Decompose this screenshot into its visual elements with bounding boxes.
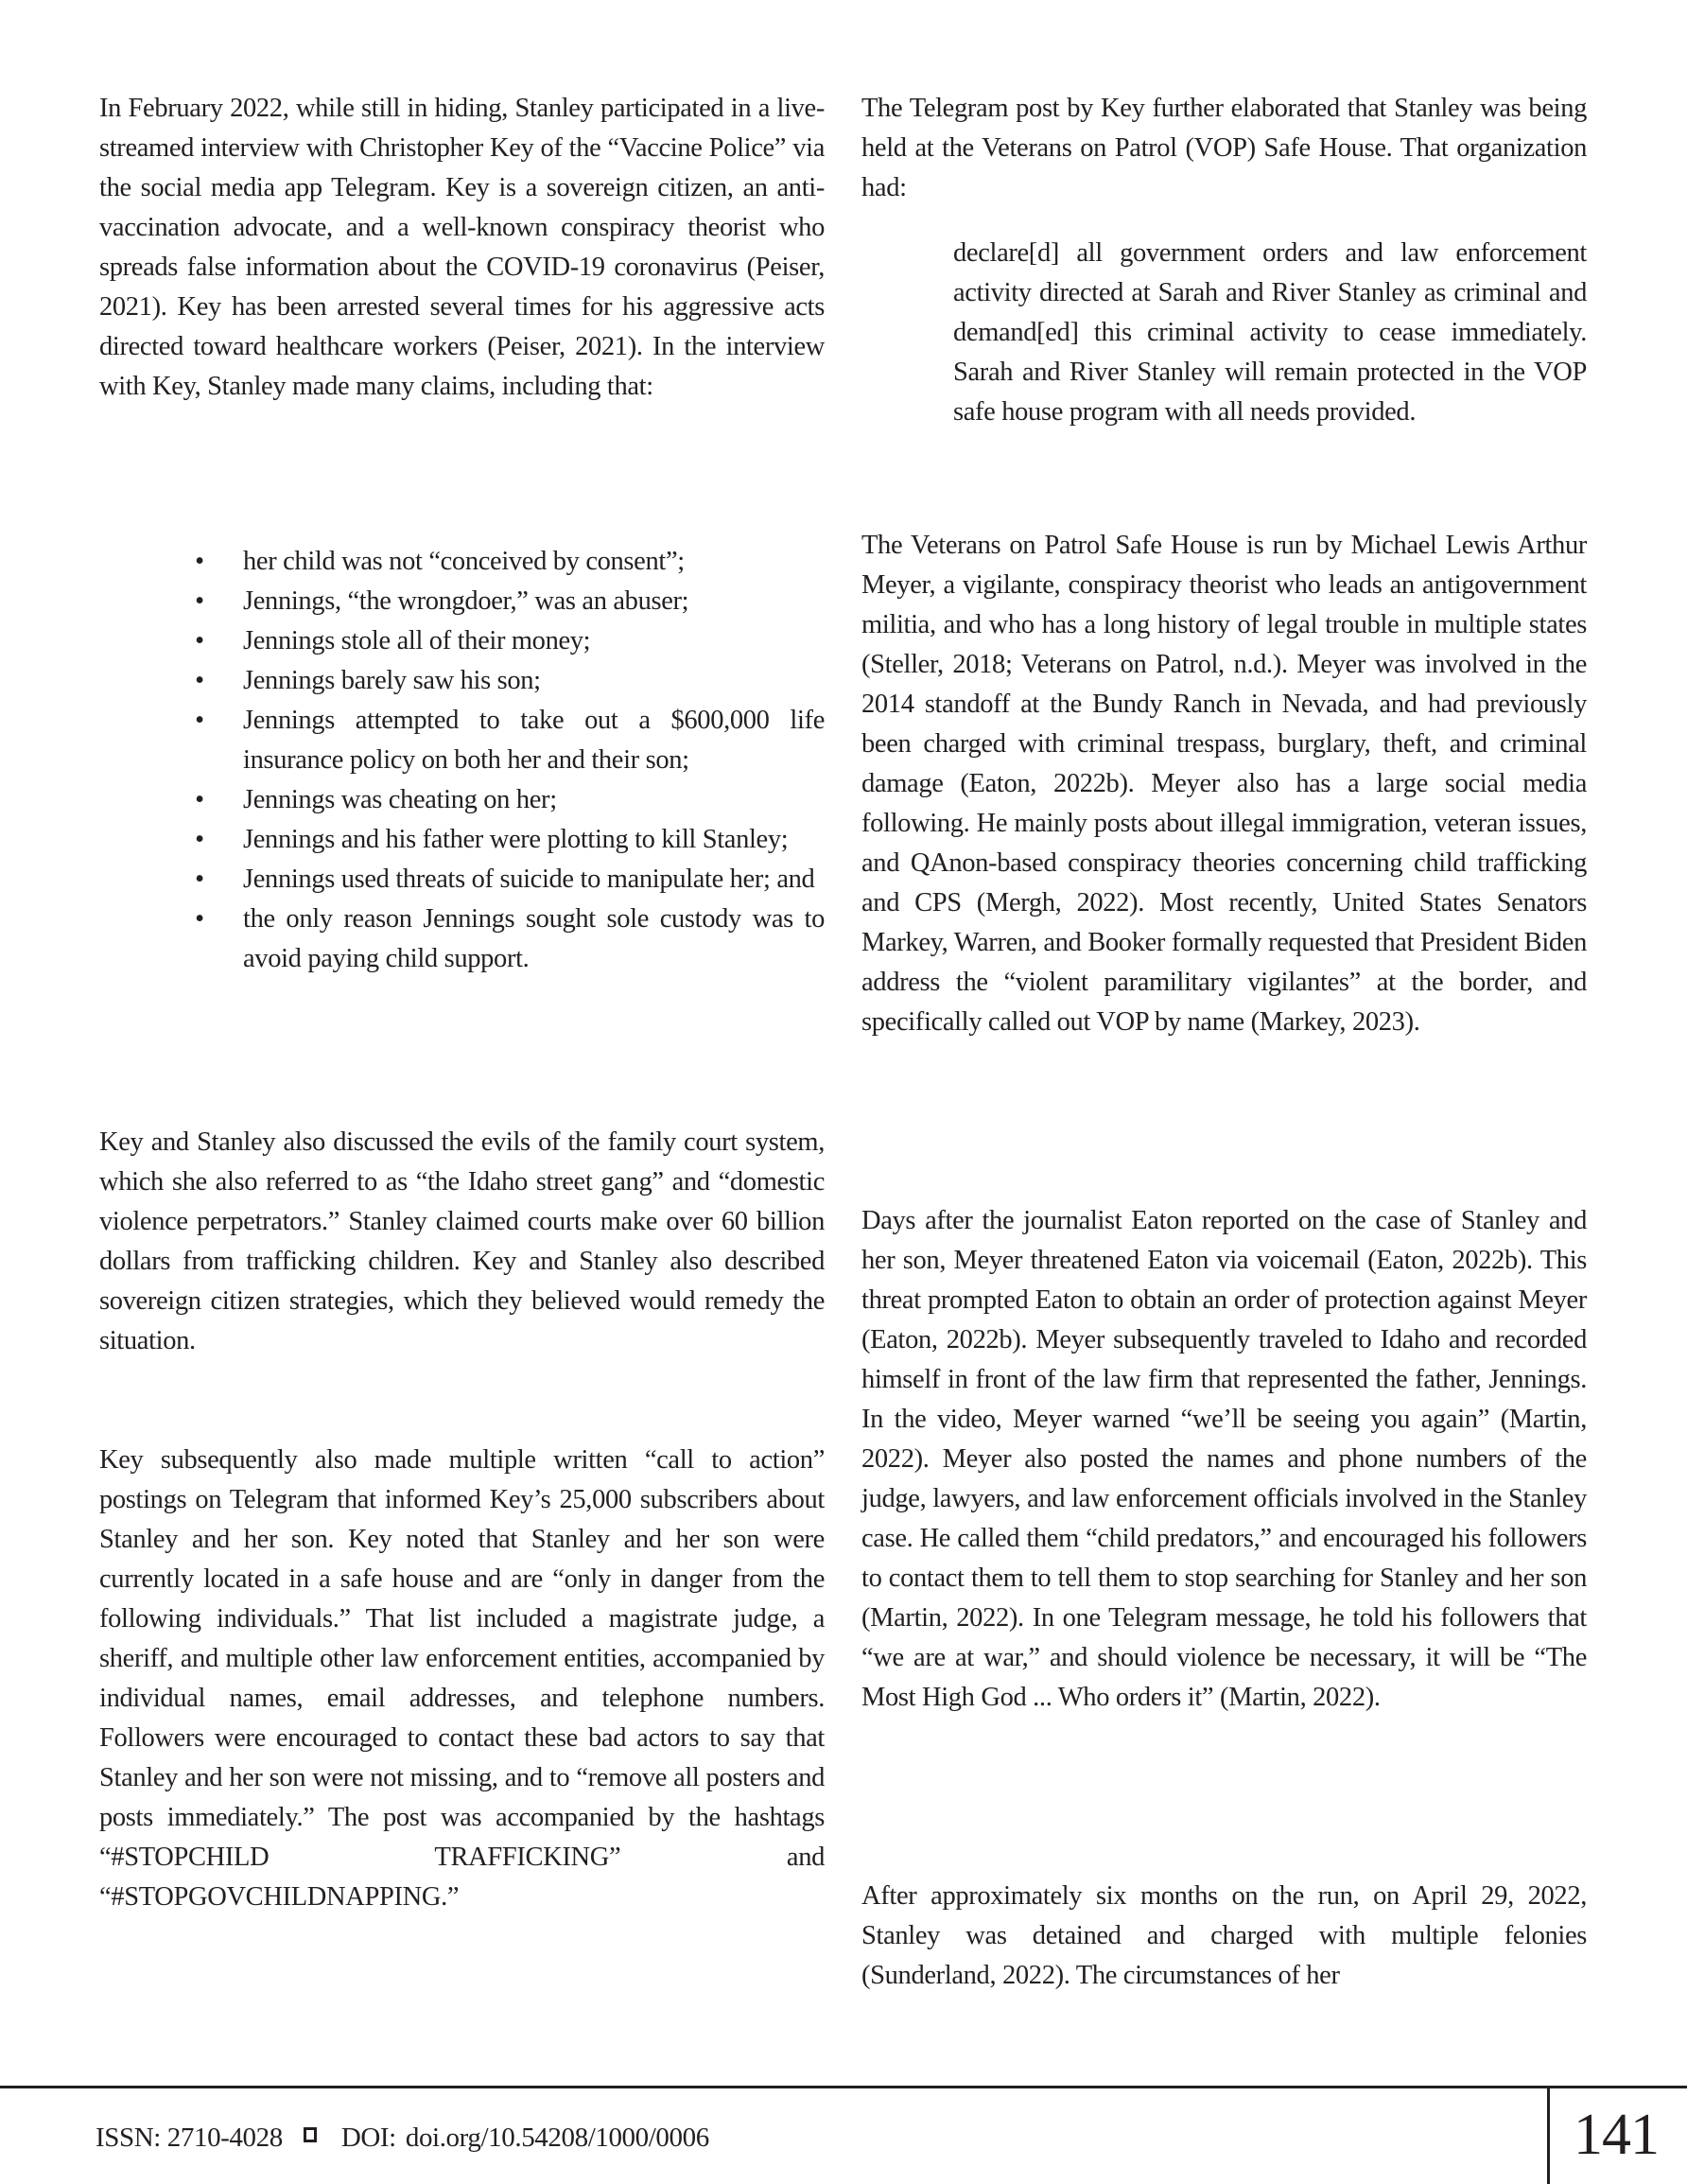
bullet-icon: • xyxy=(195,626,204,655)
list-item xyxy=(99,860,825,900)
square-outline-icon xyxy=(304,2127,317,2142)
paragraph-detention: After approximately six months on the run, on April 29, 2022, Stanley was detained and charged with multiple felonies (Sunderland, 2022). The circumstances of her xyxy=(861,1881,1587,1990)
list-item-text: Jennings and his father were plotting to kill Stanley; xyxy=(243,825,789,854)
list-item xyxy=(99,621,825,661)
bullet-icon: • xyxy=(195,865,204,894)
list-item-text: Jennings was cheating on her; xyxy=(243,785,557,814)
list-item-text: her child was not “conceived by consent”; xyxy=(243,547,685,576)
bullet-icon: • xyxy=(195,547,204,576)
paragraph-meyer-threats: Days after the journalist Eaton reported on the case of Stanley and her son, Meyer threatened Eaton via voicemail (Eaton, 2022b). This threat prompted Eaton to obtain an order of protection against Meyer (Eaton, 2022b). Meyer subsequently traveled to Idaho and recorded himself in front of the law firm that represented the father, Jennings. In the video, Meyer warned “we’ll be seeing you again” (Martin, 2022). Meyer also posted the names and phone numbers of the judge, lawyers, and law enforcement officials involved in the Stanley case. He called them “child predators,” and encouraged his followers to contact them to tell them to stop searching for Stanley and her son (Martin, 2022). In one Telegram message, he told his followers that “we are at war,” and should violence be necessary, it will be “The Most High God ... Who orders it” (Martin, 2022). xyxy=(861,1206,1587,1712)
list-item-text: Jennings used threats of suicide to manipulate her; and xyxy=(243,865,815,894)
bullet-icon: • xyxy=(195,785,204,814)
list-item-text: Jennings, “the wrongdoer,” was an abuser; xyxy=(243,586,689,616)
paragraph-telegram-post: The Telegram post by Key further elaborated that Stanley was being held at the Veterans on Patrol (VOP) Safe House. That organization had: xyxy=(861,94,1587,202)
footer-rule xyxy=(0,2086,1687,2088)
doi-label: DOI: xyxy=(340,2123,396,2153)
list-item xyxy=(99,582,825,621)
list-item-text: Jennings stole all of their money; xyxy=(243,626,591,655)
paragraph-stanley-interview: In February 2022, while still in hiding, Stanley participated in a live-streamed interview with Christopher Key of the “Vaccine Police” via the social media app Telegram. Key is a sovereign citizen, an anti-vaccination advocate, and a well-known conspiracy theorist who spreads false information about the COVID-19 coronavirus (Peiser, 2021). Key has been arrested several times for his aggressive acts directed toward healthcare workers (Peiser, 2021). In the interview with Key, Stanley made many claims, including that: xyxy=(99,94,825,401)
claims-list xyxy=(99,542,825,979)
bullet-icon: • xyxy=(195,825,204,854)
issn: ISSN: 2710-4028 xyxy=(96,2123,283,2153)
block-quote-vop-declaration: declare[d] all government orders and law enforcement activity directed at Sarah and River Stanley as criminal and demand[ed] this criminal activity to cease immediately. Sarah and River Stanley will remain protected in the VOP safe house program with all needs provided. xyxy=(953,238,1587,427)
list-item xyxy=(99,661,825,701)
list-item xyxy=(99,542,825,582)
doi-value: doi.org/10.54208/1000/0006 xyxy=(405,2123,709,2153)
paragraph-family-court: Key and Stanley also discussed the evils of the family court system, which she also referred to as “the Idaho street gang” and “domestic violence perpetrators.” Stanley claimed courts make over 60 billion dollars from trafficking children. Key and Stanley also described sovereign citizen strategies, which they believed would remedy the situation. xyxy=(99,1127,825,1355)
paragraph-call-to-action: Key subsequently also made multiple written “call to action” postings on Telegram that informed Key’s 25,000 subscribers about Stanley and her son. Key noted that Stanley and her son were currently located in a safe house and are “only in danger from the following individuals.” That list included a magistrate judge, a sheriff, and multiple other law enforcement entities, accompanied by individual names, email addresses, and telephone numbers. Followers were encouraged to contact these bad actors to say that Stanley and her son were not missing, and to “remove all posters and posts immediately.” The post was accompanied by the hashtags “#STOPCHILD TRAFFICKING” and “#STOPGOVCHILDNAPPING.” xyxy=(99,1445,825,1912)
list-item xyxy=(99,900,825,979)
bullet-icon: • xyxy=(195,586,204,616)
bullet-icon: • xyxy=(195,666,204,695)
footer-info xyxy=(96,2119,709,2157)
page-number: 141 xyxy=(1574,2103,1659,2167)
list-item-text: Jennings barely saw his son; xyxy=(243,666,541,695)
list-item xyxy=(99,701,825,780)
footer-divider xyxy=(1547,2086,1550,2184)
list-item xyxy=(99,780,825,820)
paragraph-vop-meyer: The Veterans on Patrol Safe House is run by Michael Lewis Arthur Meyer, a vigilante, conspiracy theorist who leads an antigovernment militia, and who has a long history of legal trouble in multiple states (Steller, 2018; Veterans on Patrol, n.d.). Meyer was involved in the 2014 standoff at the Bundy Ranch in Nevada, and had previously been charged with criminal trespass, burglary, theft, and criminal damage (Eaton, 2022b). Meyer also has a large social media following. He mainly posts about illegal immigration, veteran issues, and QAnon-based conspiracy theories concerning child trafficking and CPS (Mergh, 2022). Most recently, United States Senators Markey, Warren, and Booker formally requested that President Biden address the “violent paramilitary vigilantes” at the border, and specifically called out VOP by name (Markey, 2023). xyxy=(861,531,1587,1037)
bullet-icon: • xyxy=(195,706,204,735)
list-item-text: Jennings attempted to take out a $600,000 life insurance policy on both her and their son; xyxy=(243,706,825,775)
list-item xyxy=(99,820,825,860)
bullet-icon: • xyxy=(195,904,204,934)
list-item-text: the only reason Jennings sought sole custody was to avoid paying child support. xyxy=(243,904,825,973)
